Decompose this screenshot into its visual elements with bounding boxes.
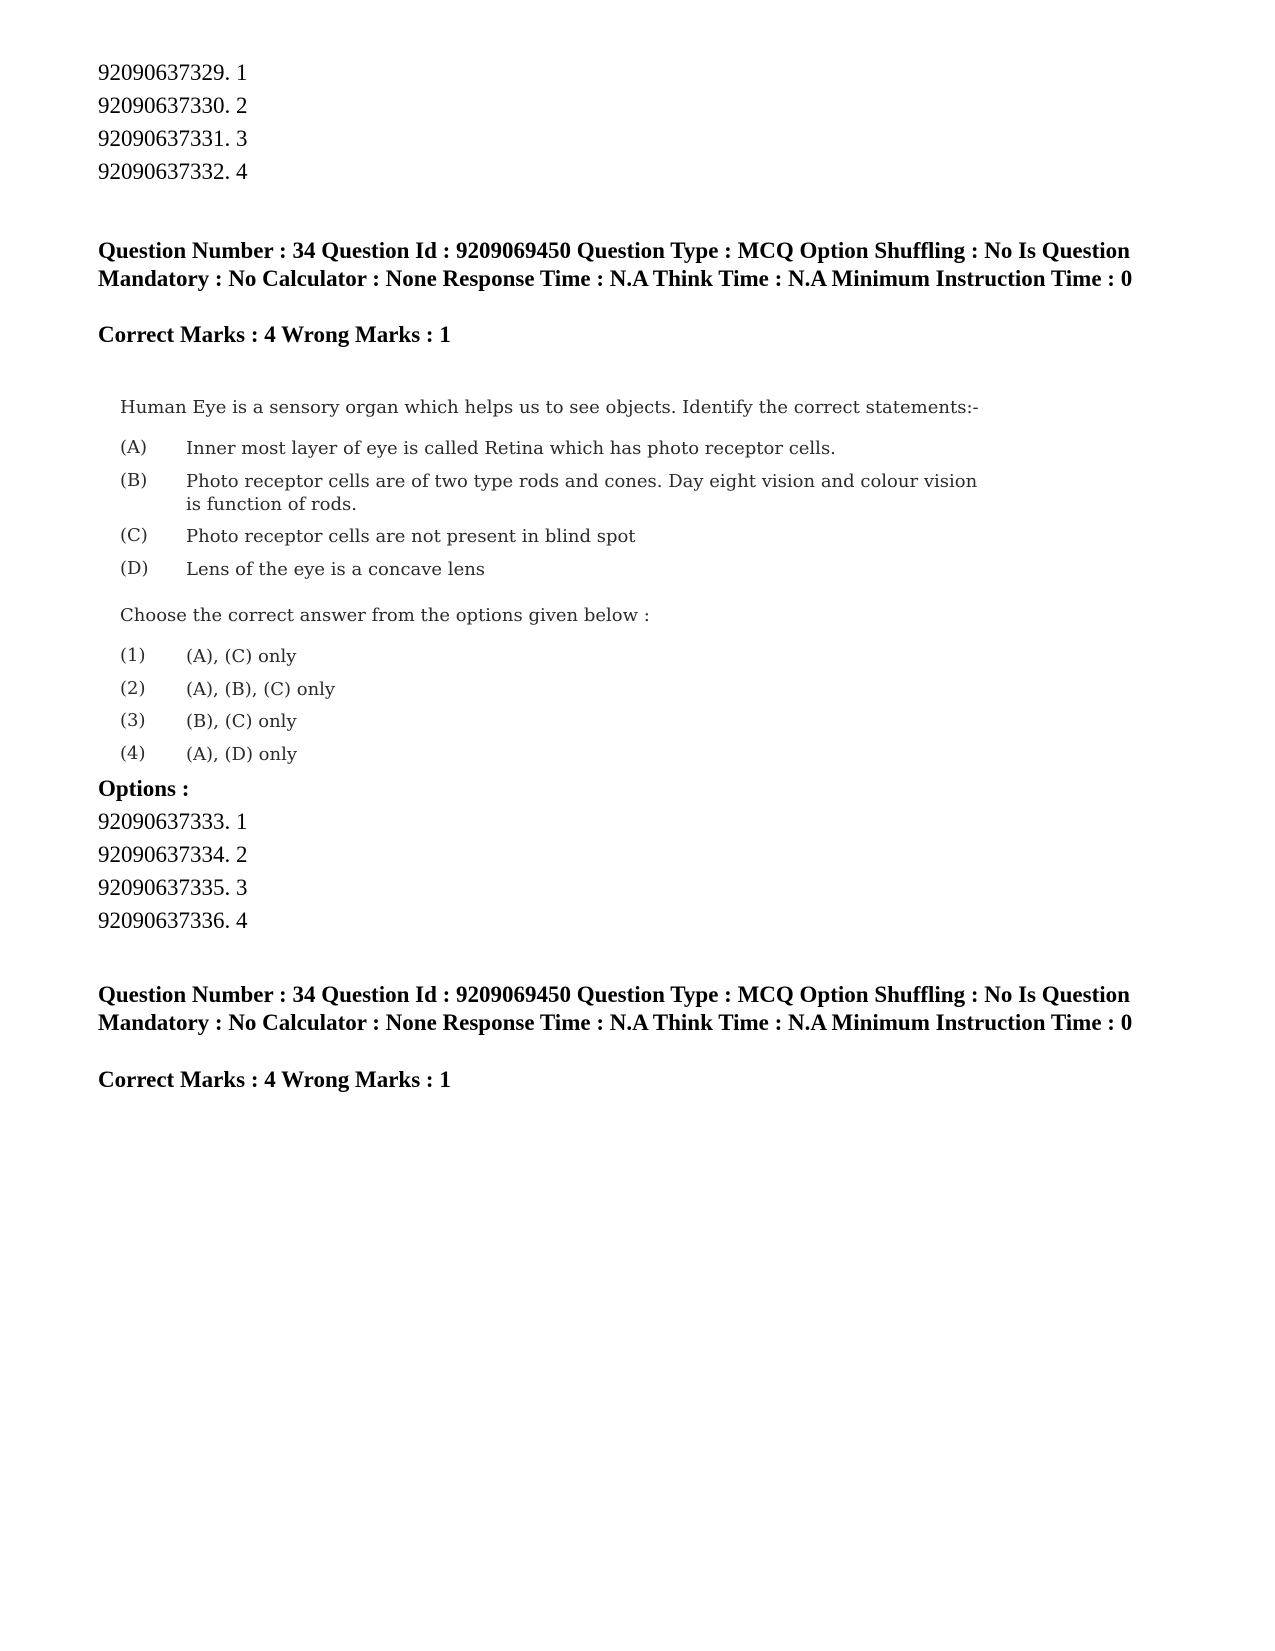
statement-text: Inner most layer of eye is called Retina which has photo receptor cells.: [186, 438, 836, 459]
choose-instruction: Choose the correct answer from the options given below :: [120, 605, 650, 626]
answer-label: (3): [120, 710, 146, 731]
prev-option-3: 92090637331. 3: [98, 126, 248, 151]
answer-label: (2): [120, 678, 146, 699]
answer-text: (B), (C) only: [186, 711, 297, 732]
option-1: 92090637333. 1: [98, 809, 248, 834]
answer-text: (A), (D) only: [186, 744, 298, 765]
question-image: [98, 385, 1018, 785]
statement-text: Photo receptor cells are not present in blind spot: [186, 526, 636, 547]
next-marks-line: Correct Marks : 4 Wrong Marks : 1: [98, 1067, 451, 1092]
answer-text: (A), (B), (C) only: [186, 679, 336, 700]
option-3: 92090637335. 3: [98, 875, 248, 900]
marks-line: Correct Marks : 4 Wrong Marks : 1: [98, 322, 451, 347]
prev-option-4: 92090637332. 4: [98, 159, 248, 184]
statement-text: Lens of the eye is a concave lens: [186, 559, 486, 580]
answer-label: (1): [120, 645, 146, 666]
options-label: Options :: [98, 776, 190, 801]
question-stem: Human Eye is a sensory organ which helps us to see objects. Identify the correct statements:-: [120, 397, 979, 418]
statement-label: (D): [120, 558, 149, 579]
question-header: Question Number : 34 Question Id : 9209069450 Question Type : MCQ Option Shuffling : No Is Question Mandatory : No Calculator : None Response Time : N.A Think Time : N.A Minimum Instruction Time : 0: [98, 238, 1133, 291]
statement-label: (A): [120, 437, 148, 458]
statement-text: Photo receptor cells are of two type rods and cones. Day eight vision and colour vision is function of rods.: [186, 471, 978, 515]
option-2: 92090637334. 2: [98, 842, 248, 867]
prev-option-2: 92090637330. 2: [98, 93, 248, 118]
statement-label: (B): [120, 470, 148, 491]
answer-text: (A), (C) only: [186, 646, 297, 667]
next-question-header: Question Number : 34 Question Id : 9209069450 Question Type : MCQ Option Shuffling : No Is Question Mandatory : No Calculator : None Response Time : N.A Think Time : N.A Minimum Instruction Time : 0: [98, 982, 1133, 1035]
answer-label: (4): [120, 743, 146, 764]
statement-label: (C): [120, 525, 148, 546]
option-4: 92090637336. 4: [98, 908, 248, 933]
prev-option-1: 92090637329. 1: [98, 60, 248, 85]
